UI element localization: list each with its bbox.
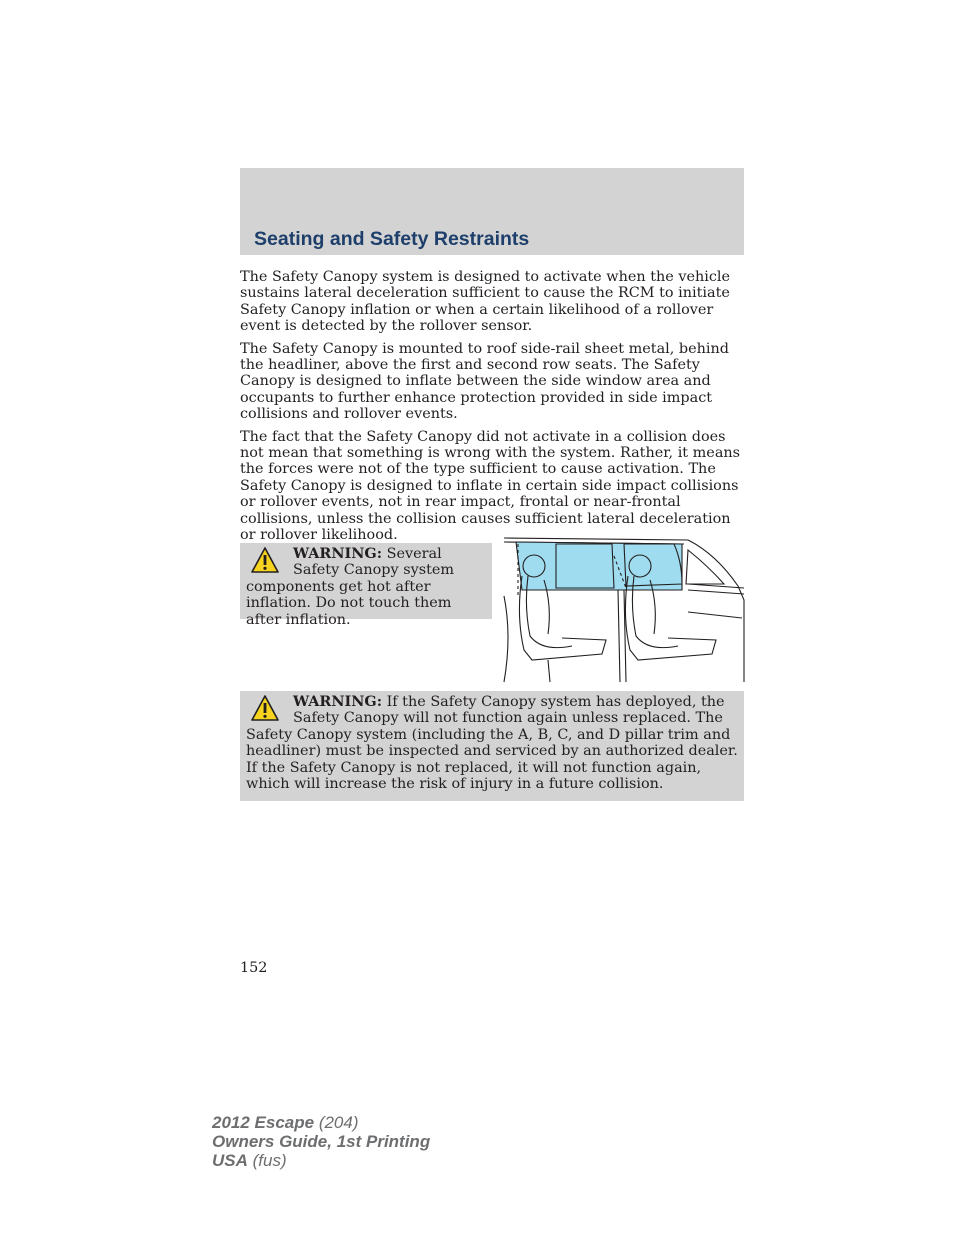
warning-box-replacement (240, 691, 744, 801)
footer-market-code: (fus) (247, 1151, 287, 1170)
footer-model-code: (204) (314, 1113, 359, 1132)
warning-box-hot-components (240, 543, 492, 628)
footer-guide: Owners Guide, 1st Printing (212, 1132, 431, 1151)
paragraph-activation: The Safety Canopy system is designed to activate when the vehicle sustains lateral deceleration sufficient to cause the RCM to initiate Safety Canopy inflation or when a certain likelihood of a rollover event is detected by the rollover sensor. (240, 269, 731, 335)
warning-text: Several Safety Canopy system components get hot after inflation. Do not touch them after inflation. (246, 546, 455, 628)
safety-canopy-illustration (502, 536, 746, 684)
paragraph-mounting: The Safety Canopy is mounted to roof side-rail sheet metal, behind the headliner, above the first and second row seats. The Safety Canopy is designed to inflate between the side window area and occupants to further enhance protection provided in side impact collisions and rollover events. (240, 340, 730, 423)
paragraph-non-activation: The fact that the Safety Canopy did not activate in a collision does not mean that something is wrong with the system. Rather, it means the forces were not of the type sufficient to cause activation. The Safety Canopy is designed to inflate in certain side impact collisions or rollover events, not in rear impact, frontal or near-frontal collisions, unless the collision causes sufficient lateral deceleration or rollover likelihood. (240, 428, 741, 544)
warning-triangle-icon (250, 546, 280, 574)
document-footer (212, 1113, 430, 1170)
footer-model: 2012 Escape (212, 1113, 315, 1132)
warning-triangle-icon (250, 694, 280, 722)
section-title: Seating and Safety Restraints (254, 228, 530, 250)
footer-guide-line (212, 1132, 430, 1151)
page-number: 152 (240, 960, 268, 976)
footer-market: USA (212, 1151, 248, 1170)
warning-label: WARNING: (293, 545, 383, 562)
section-header-band (240, 168, 744, 255)
footer-model-line (212, 1113, 430, 1132)
warning-text: If the Safety Canopy system has deployed, the Safety Canopy will not function again unless replaced. The Safety Canopy system (including the A, B, C, and D pillar trim and headliner) must be inspected and serviced by an authorized dealer. If the Safety Canopy is not replaced, it will not function again, which will increase the risk of injury in a future collision. (246, 694, 738, 793)
footer-market-line (212, 1151, 430, 1170)
warning-label: WARNING: (293, 693, 383, 710)
body-text (240, 269, 746, 550)
